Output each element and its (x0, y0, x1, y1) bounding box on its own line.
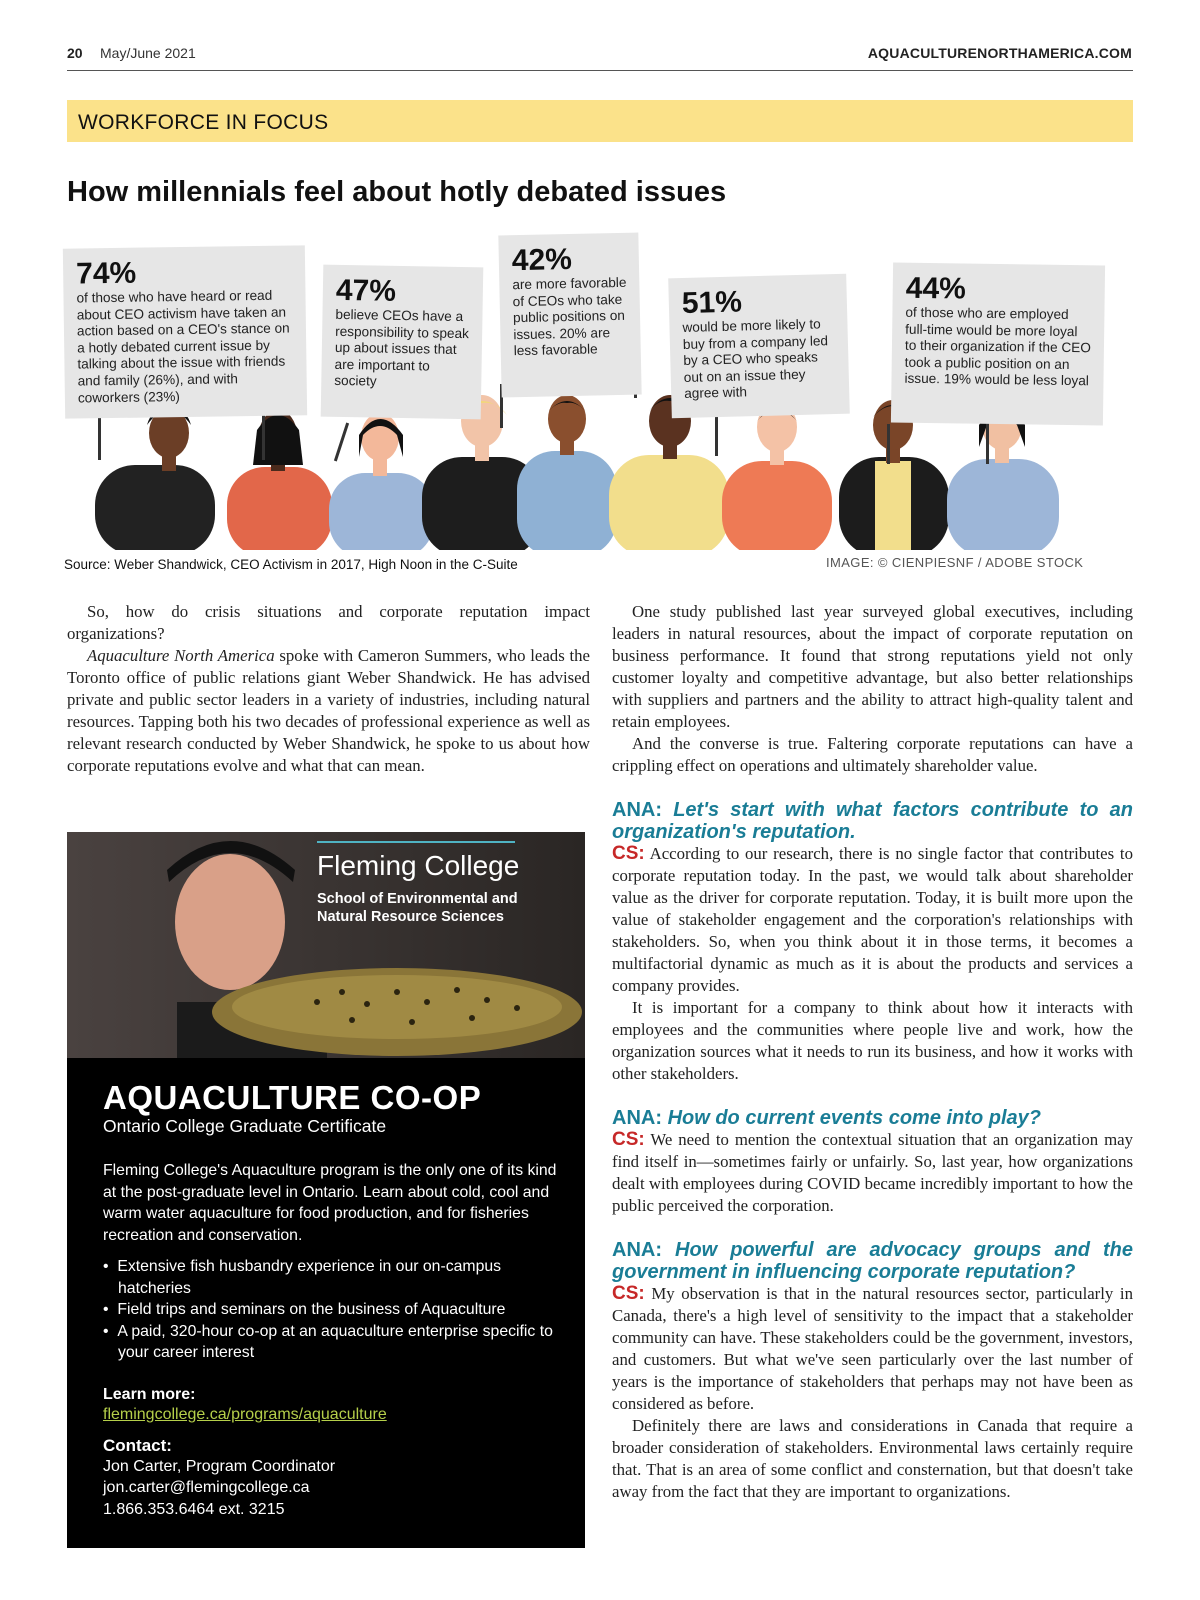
ana-label: ANA: (612, 1107, 662, 1129)
ad-title: AQUACULTURE CO-OP (103, 1079, 482, 1116)
section-label: WORKFORCE IN FOCUS (78, 111, 329, 134)
stat-percent: 42% (511, 242, 573, 278)
stat-percent: 47% (335, 273, 397, 308)
cs-label: CS: (612, 1129, 645, 1150)
answer-text: My observation is that in the natural resources sector, particularly in Canada, there's a high level of sensitivity to the impact that a stakeholder community can have. These stakeholders could be the government, investors, and customers. But what we've seen particularly over the last number of years is the importance of stakeholders that perhaps may not have been as considered as before. (612, 1284, 1133, 1413)
person-figure (609, 395, 729, 550)
contact-email[interactable]: jon.carter@flemingcollege.ca (103, 1479, 310, 1496)
program-link[interactable]: flemingcollege.ca/programs/aquaculture (103, 1405, 387, 1423)
answer-text: We need to mention the contextual situation that an organization may find itself in—sometimes fairly or unfairly. So, last year, how organizations dealt with employees during COVID became incredibly important to how the public perceived the corporation. (612, 1130, 1133, 1215)
image-credit: IMAGE: © CIENPIESNF / ADOBE STOCK (826, 555, 1084, 570)
ad-school-name: School of Environmental and Natural Resource Sciences (317, 891, 518, 925)
stat-percent: 74% (75, 256, 137, 291)
ana-label: ANA: (612, 799, 662, 821)
person-figure (227, 410, 332, 550)
issue-date: May/June 2021 (100, 45, 196, 61)
person-figure (517, 395, 617, 550)
stat-text: of those who have heard or read about CEO activism have taken an action based on a CEO's stance on a hotly debated current issue by talking about the issue with friends and family (26%), and with coworkers (23%) (76, 287, 290, 406)
page-number: 20 (67, 45, 83, 61)
learn-more-label: Learn more: (103, 1385, 196, 1403)
stat-text: believe CEOs have a responsibility to speak up about issues that are important to society (334, 306, 470, 389)
ad-bullet: • Extensive fish husbandry experience in our on-campus hatcheries (103, 1258, 502, 1297)
ad-body (103, 1080, 558, 1520)
ad-bullet-text: A paid, 320-hour co-op at an aquaculture enterprise specific to your career interest (117, 1322, 553, 1361)
contact-phone: 1.866.353.6464 ext. 3215 (103, 1500, 285, 1518)
interview-answer (612, 1283, 1133, 1415)
stat-text: are more favorable of CEOs who take public positions on issues. 20% are less favorable (512, 274, 627, 359)
ad-bullet: • Field trips and seminars on the business of Aquaculture (103, 1301, 506, 1318)
ad-description: Fleming College's Aquaculture program is the only one of its kind at the post-graduate level in Ontario. Learn about cold, cool and warm water aquaculture for food production, and for fisheries recreation and conservation. (103, 1162, 557, 1244)
ad-subtitle: Ontario College Graduate Certificate (103, 1116, 387, 1136)
ad-bullet-text: Extensive fish husbandry experience in our on-campus hatcheries (117, 1258, 502, 1297)
article-paragraph (67, 645, 590, 777)
cs-label: CS: (612, 843, 645, 864)
infographic-source: Source: Weber Shandwick, CEO Activism in 2017, High Noon in the C-Suite (64, 557, 518, 572)
sign-pole (715, 412, 718, 456)
interview-answer (612, 1129, 1133, 1217)
article-paragraph: Definitely there are laws and considerations in Canada that require a broader consideration of stakeholders. Environmental laws certainly require that. That is an area of some conflict and consternation, but that doesn't take away from the fact that they are important to organizations. (612, 1416, 1133, 1501)
interview-question (612, 799, 1133, 843)
question-text: How powerful are advocacy groups and the government in influencing corporate reputation? (612, 1239, 1134, 1283)
article-paragraph: It is important for a company to think about how it interacts with employees and the communities where people live and work, how the organization sources what it needs to run its business, and how it works with other stakeholders. (612, 998, 1133, 1083)
interview-answer (612, 843, 1133, 997)
ad-bullet: • A paid, 320-hour co-op at an aquaculture enterprise specific to your career interest (103, 1322, 553, 1361)
article-right-column (612, 601, 1133, 1503)
article-paragraph: One study published last year surveyed global executives, including leaders in natural resources, about the impact of corporate reputation on business performance. It found that strong reputations yield not only customer loyalty and competitive advantage, but also better relationships with suppliers and partners and the ability to attract high-quality talent and retain employees. (612, 602, 1133, 731)
fleming-college-ad[interactable] (67, 832, 585, 1548)
article-paragraph: So, how do crisis situations and corporate reputation impact organizations? (67, 602, 590, 643)
sign-pole (887, 424, 890, 464)
stat-percent: 44% (905, 271, 967, 306)
article-left-column (67, 601, 590, 777)
stat-sign (891, 263, 1105, 426)
stat-sign (498, 233, 641, 398)
article-text: spoke with Cameron Summers, who leads the Toronto office of public relations giant Weber Shandwick. He has advised private and public sector leaders in a variety of industries, including natural resources. Tapping both his two decades of professional experience as well as relevant research conducted by Weber Shandwick, he spoke to us about how corporate reputations evolve and what that can mean. (67, 646, 591, 775)
ana-label: ANA: (612, 1239, 662, 1261)
question-text: Let's start with what factors contribute to an organization's reputation. (612, 799, 1133, 843)
interview-question (612, 1107, 1133, 1129)
stat-sign (668, 274, 850, 419)
stat-percent: 51% (681, 285, 743, 320)
question-text: How do current events come into play? (667, 1107, 1041, 1129)
interview-question (612, 1239, 1133, 1283)
sign-pole (262, 410, 265, 460)
stat-text: of those who are employed full-time would be more loyal to their organization if the CEO took a public position on an issue. 19% would be less loyal (904, 304, 1091, 389)
site-name: AQUACULTURENORTHAMERICA.COM (867, 45, 1132, 61)
person-figure (95, 407, 215, 550)
ad-photo (67, 832, 585, 1058)
cs-label: CS: (612, 1283, 645, 1304)
sign-pole (986, 420, 989, 464)
answer-text: According to our research, there is no single factor that contributes to corporate reputation today. In the past, we would talk about shareholder value as the driver for corporate reputation. Today, it is built more upon the value of stakeholder engagement and the corporation's relationships with stakeholders. So, when you think about it in those terms, it becomes a multifactorial dynamic as much as it is about the products and services a company provides. (612, 844, 1133, 995)
stat-text: would be more likely to buy from a company led by a CEO who speaks out on an issue they agree with (682, 316, 829, 402)
ad-college-name: Fleming College (317, 850, 520, 881)
ad-bullet-text: Field trips and seminars on the business of Aquaculture (117, 1301, 506, 1318)
contact-label: Contact: (103, 1435, 172, 1455)
stat-sign (321, 265, 484, 420)
person-figure (722, 395, 832, 550)
infographic-title: How millennials feel about hotly debated issues (67, 176, 727, 208)
contact-name: Jon Carter, Program Coordinator (103, 1457, 336, 1475)
article-paragraph: And the converse is true. Faltering corporate reputations can have a crippling effect on operations and ultimately shareholder value. (612, 734, 1133, 775)
header-rule (67, 70, 1133, 71)
ad-bullet-list (103, 1256, 558, 1364)
publication-name: Aquaculture North America (87, 646, 275, 665)
stat-sign (63, 245, 307, 418)
